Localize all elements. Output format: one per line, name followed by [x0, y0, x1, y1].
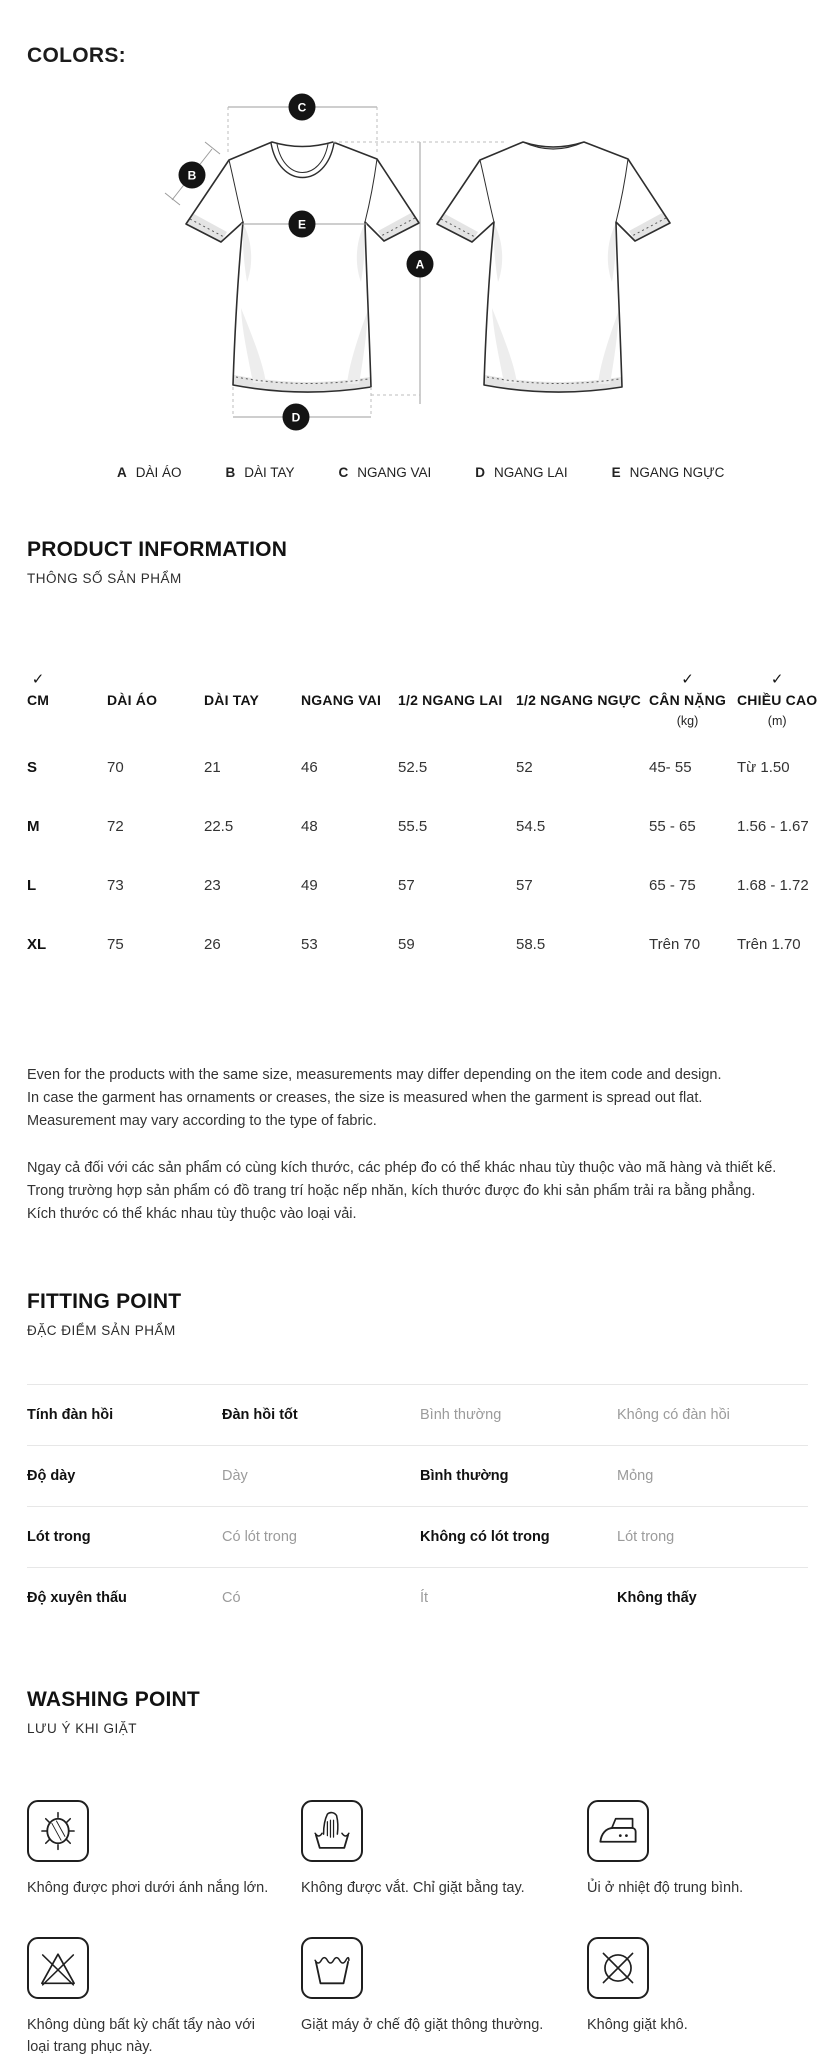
check-icon: ✓ [681, 671, 694, 688]
size-diagram [0, 82, 835, 457]
size-row-xl: XL 75 26 53 59 58.5 Trên 70 Trên 1.70 [27, 936, 801, 953]
tshirt-front-shadows [241, 225, 368, 384]
hand-wash-no-wring-icon [301, 1800, 363, 1862]
wash-caption: Giặt máy ở chế độ giặt thông thường. [301, 2017, 544, 2033]
size-row-s: S 70 21 46 52.5 52 45- 55 Từ 1.50 [27, 759, 790, 776]
marker-a-label: A [415, 257, 425, 272]
no-sun-dry-icon [27, 1800, 89, 1862]
col-header-chieu-cao: CHIỀU CAO [737, 692, 818, 708]
tshirt-back-shading [437, 213, 670, 392]
legend-item-b: B DÀI TAY [225, 465, 295, 480]
legend-item-e: E NGANG NGỰC [611, 465, 725, 480]
measurement-notes [27, 1064, 808, 1226]
washing-point-title: WASHING POINT [27, 1688, 200, 1711]
tshirt-back-shadows [492, 225, 619, 384]
wash-item-no-dry-clean [587, 1937, 808, 2058]
wash-item-no-bleach [27, 1937, 301, 2058]
fitting-row-lining: Lót trong Có lót trong Không có lót trong Lót trong [27, 1506, 808, 1567]
fitting-row-elasticity: Tính đàn hồi Đàn hồi tốt Bình thường Không có đàn hồi [27, 1384, 808, 1445]
unit-m: (m) [767, 714, 787, 728]
col-header-dai-ao: DÀI ÁO [107, 692, 158, 708]
wash-item-iron [587, 1800, 808, 1899]
tshirt-front-outline [186, 142, 419, 392]
col-header-can-nang: CÂN NẶNG [649, 692, 727, 708]
tshirt-back-stitches [441, 218, 666, 384]
machine-wash-icon [301, 1937, 363, 1999]
washing-instructions [27, 1800, 808, 2058]
col-header-dai-tay: DÀI TAY [204, 692, 260, 708]
fitting-point-subtitle: ĐẶC ĐIỂM SẢN PHẨM [27, 1323, 176, 1338]
measurement-markers [179, 94, 434, 431]
size-row-l: L 73 23 49 57 57 65 - 75 1.68 - 1.72 [27, 877, 809, 894]
wash-item-machine-wash [301, 1937, 587, 2058]
legend-item-a: A DÀI ÁO [117, 465, 182, 480]
measurement-lines [165, 107, 420, 417]
wash-caption: Không giặt khô. [587, 2017, 688, 2033]
unit-kg: (kg) [676, 714, 699, 728]
wash-caption: Không được phơi dưới ánh nắng lớn. [27, 1880, 269, 1896]
size-table-body [27, 738, 808, 974]
product-information-subtitle: THÔNG SỐ SẢN PHẨM [27, 571, 182, 586]
no-dry-clean-icon [587, 1937, 649, 1999]
fitting-point-title: FITTING POINT [27, 1290, 182, 1313]
col-header-cm: CM [27, 692, 50, 708]
fitting-row-transparency: Độ xuyên thấu Có Ít Không thấy [27, 1567, 808, 1628]
wash-caption: Không dùng bất kỳ chất tẩy nào với loại trang phục này. [27, 2017, 255, 2055]
wash-caption: Không được vắt. Chỉ giặt bằng tay. [301, 1880, 525, 1896]
measurement-legend [0, 465, 835, 480]
size-row-m: M 72 22.5 48 55.5 54.5 55 - 65 1.56 - 1.67 [27, 818, 809, 835]
wash-item-no-sun [27, 1800, 301, 1899]
wash-item-hand-wash [301, 1800, 587, 1899]
wash-caption: Ủi ở nhiệt độ trung bình. [587, 1880, 744, 1896]
marker-c-label: C [297, 100, 307, 115]
product-information-section [0, 538, 835, 1226]
no-bleach-icon [27, 1937, 89, 1999]
product-information-title: PRODUCT INFORMATION [27, 538, 288, 561]
size-table-header [27, 670, 818, 728]
legend-item-d: D NGANG LAI [475, 465, 568, 480]
tshirt-back-outline [437, 142, 670, 392]
check-icon: ✓ [31, 671, 45, 688]
notes-english: Even for the products with the same size, measurements may differ depending on the item code and design. In case the garment has ornaments or creases, the size is measured when the garment is spread out flat. Measurement may vary according to the type of fabric. [27, 1067, 722, 1129]
tshirt-measurement-diagram [0, 82, 835, 457]
iron-medium-icon [587, 1800, 649, 1862]
washing-point-section [0, 1688, 835, 2058]
marker-e-label: E [297, 217, 307, 232]
legend-item-c: C NGANG VAI [338, 465, 432, 480]
colors-heading: COLORS: [27, 44, 126, 67]
col-header-ngang-lai: 1/2 NGANG LAI [398, 692, 503, 708]
size-table [27, 670, 818, 974]
tshirt-front-shading [186, 213, 419, 392]
fitting-table [27, 1384, 808, 1628]
check-icon: ✓ [770, 671, 784, 688]
marker-d-label: D [291, 410, 301, 425]
fitting-point-section [0, 1290, 835, 1628]
tshirt-front-stitches [190, 218, 415, 384]
marker-b-label: B [187, 168, 197, 183]
col-header-ngang-vai: NGANG VAI [301, 692, 382, 708]
fitting-row-thickness: Độ dày Dày Bình thường Mỏng [27, 1445, 808, 1506]
col-header-ngang-nguc: 1/2 NGANG NGỰC [516, 692, 641, 708]
notes-vietnamese: Ngay cả đối với các sản phẩm có cùng kích thước, các phép đo có thể khác nhau tùy thuộc vào mã hàng và thiết kế. Trong trường hợp sản phẩm có đồ trang trí hoặc nếp nhăn, kích thước được đo khi sản phẩm trải ra bằng phẳng. Kích thước có thể khác nhau tùy thuộc vào loại vải. [27, 1160, 777, 1222]
washing-point-subtitle: LƯU Ý KHI GIẶT [27, 1721, 138, 1736]
